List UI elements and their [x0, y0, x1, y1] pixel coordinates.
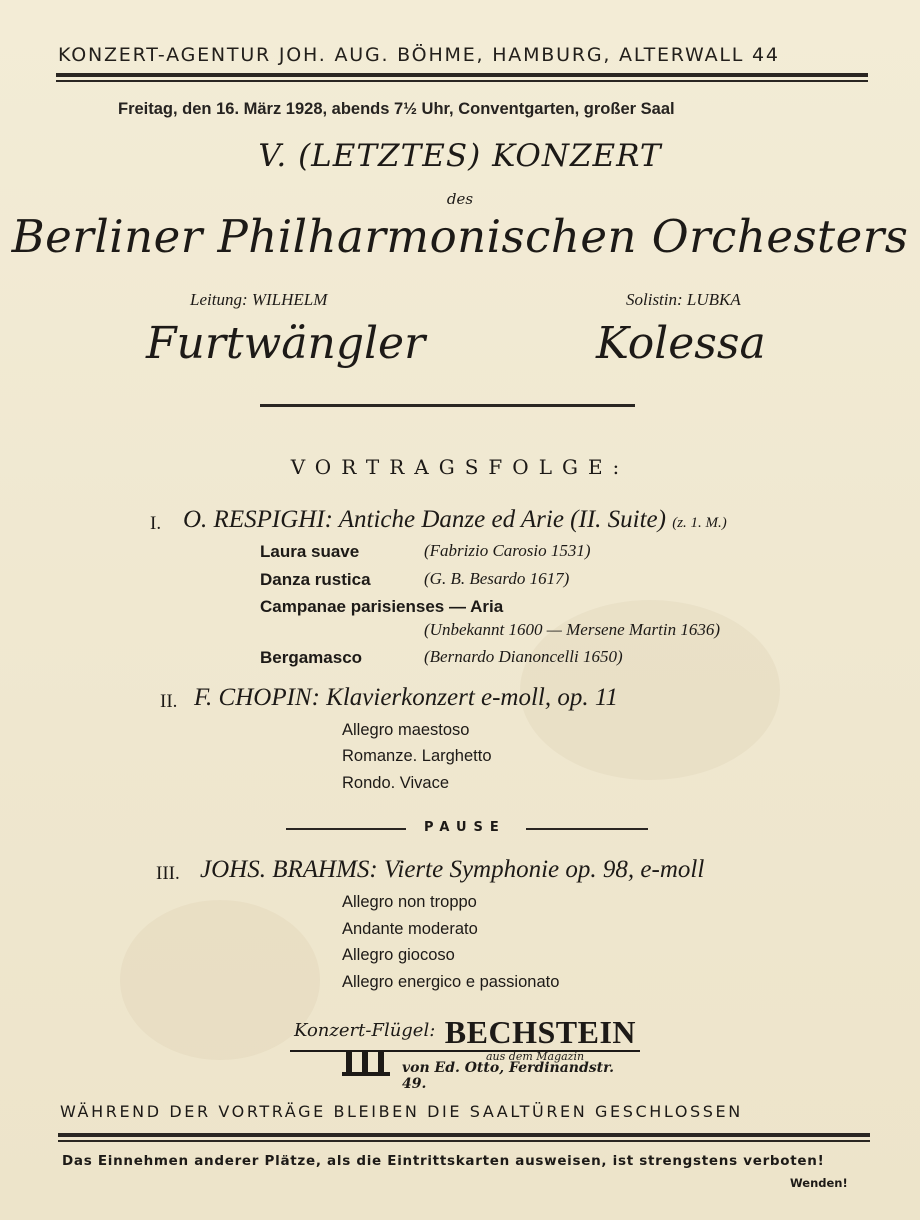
footer-rule-thin — [58, 1140, 870, 1142]
movement-attribution: (Unbekannt 1600 — Mersene Martin 1636) — [424, 620, 721, 639]
seating-notice: Das Einnehmen anderer Plätze, als die Eintrittskarten ausweisen, ist strengstens verboten! — [62, 1153, 825, 1169]
header-rule-thin — [56, 80, 868, 82]
work-title-text: O. RESPIGHI: Antiche Danze ed Arie (II. Suite) — [183, 506, 666, 533]
movement-name: Danza rustica — [260, 570, 371, 589]
work-note: (z. 1. M.) — [672, 515, 727, 531]
piano-legs-graphic — [342, 1050, 408, 1078]
conductor-name: Furtwängler — [146, 318, 426, 369]
agency-header: KONZERT-AGENTUR JOH. AUG. BÖHME, HAMBURG, ALTERWALL 44 — [58, 44, 780, 66]
pause-label: PAUSE — [424, 820, 506, 835]
movement-attribution: (Bernardo Dianoncelli 1650) — [424, 647, 623, 666]
movement-name: Rondo. Vivace — [342, 774, 450, 792]
movement-name: Laura suave — [260, 542, 360, 561]
date-line: Freitag, den 16. März 1928, abends 7½ Uhr, Conventgarten, großer Saal — [118, 100, 675, 118]
movement-name: Romanze. Larghetto — [342, 747, 492, 765]
turn-page-note: Wenden! — [790, 1176, 848, 1190]
work-numeral: III. — [156, 863, 180, 884]
work-title: F. CHOPIN: Klavierkonzert e-moll, op. 11 — [194, 684, 619, 711]
orchestra-name: Berliner Philharmonischen Orchesters — [11, 210, 909, 263]
movement-attribution: (G. B. Besardo 1617) — [424, 569, 570, 588]
work-title: JOHS. BRAHMS: Vierte Symphonie op. 98, e-moll — [200, 856, 705, 883]
work-numeral: I. — [150, 513, 162, 534]
movement-name: Allegro non troppo — [342, 893, 477, 911]
doors-notice: WÄHREND DER VORTRÄGE BLEIBEN DIE SAALTÜREN GESCHLOSSEN — [60, 1102, 743, 1121]
piano-legs-icon — [342, 1050, 408, 1084]
logo-script: Konzert-Flügel: — [294, 1020, 436, 1041]
movement-name: Andante moderato — [342, 920, 478, 938]
conductor-label: Leitung: WILHELM — [190, 290, 328, 309]
movement-name: Allegro giocoso — [342, 946, 455, 964]
soloist-label: Solistin: LUBKA — [626, 290, 741, 309]
movement-name: Campanae parisienses — Aria — [260, 597, 504, 616]
program-heading: VORTRAGSFOLGE: — [290, 455, 630, 479]
logo-brand: BECHSTEIN — [444, 1014, 636, 1050]
concert-title: V. (LETZTES) KONZERT — [258, 138, 662, 174]
logo-subline-2: von Ed. Otto, Ferdinandstr. 49. — [402, 1060, 615, 1092]
des-label: des — [446, 190, 474, 208]
pause-rule-right — [526, 828, 648, 830]
footer-rule — [58, 1133, 870, 1137]
soloist-name: Kolessa — [596, 318, 766, 369]
movement-name: Allegro energico e passionato — [342, 973, 560, 991]
work-title — [183, 506, 727, 534]
movement-attribution: (Fabrizio Carosio 1531) — [424, 541, 591, 560]
bechstein-logo — [290, 1014, 640, 1092]
header-rule — [56, 73, 868, 77]
divider-rule — [260, 404, 635, 407]
pause-rule-left — [286, 828, 406, 830]
movement-name: Allegro maestoso — [342, 721, 470, 739]
work-numeral: II. — [160, 691, 178, 712]
movement-name: Bergamasco — [260, 648, 363, 667]
logo-subline-1: aus dem Magazin — [486, 1050, 585, 1063]
